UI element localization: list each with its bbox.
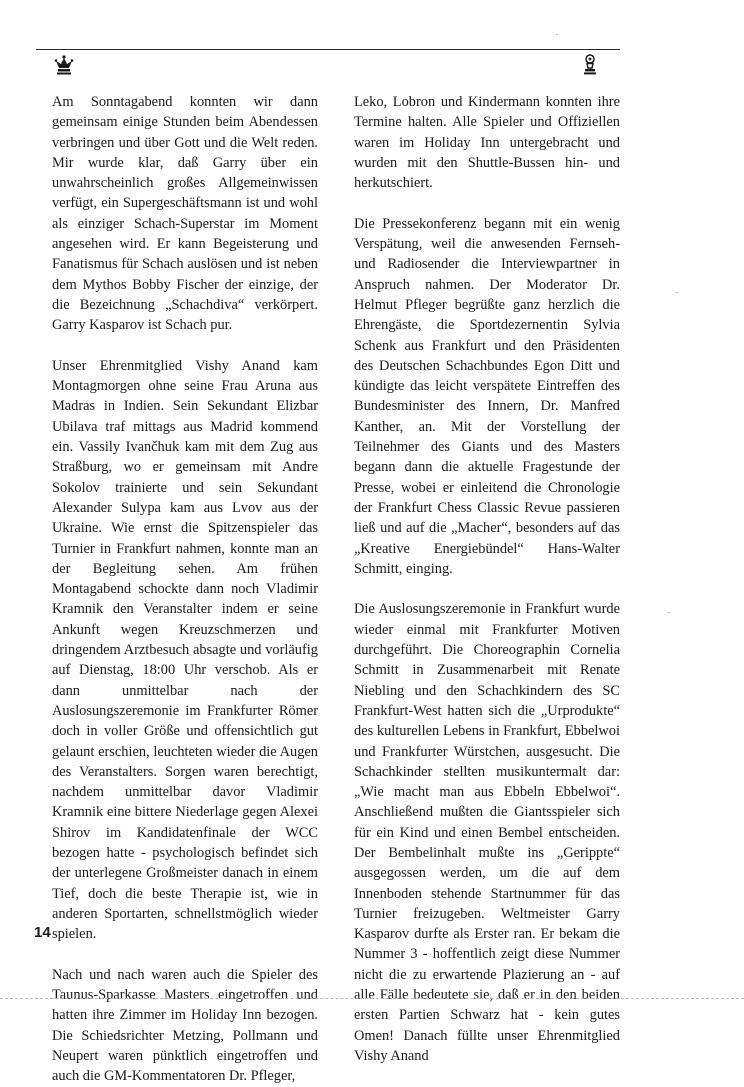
paragraph: Die Pressekonferenz begann mit ein wenig Verspätung, weil die anwesenden Fernseh- und Radiosender die Interviewpartner in Anspruch nahmen. Der Moderator Dr. Helmut Pfleger begrüßte ganz herzlich die Ehrengäste, die Sportdezernentin Sylvia Schenk aus Frankfurt und den Präsidenten des Deutschen Schachbundes Egon Ditt und kündigte das leicht verspätete Eintreffen des Bundesminister des Innern, Dr. Manfred Kanther, an. Mit der Vorstellung der Teilnehmer des Giants und des Masters begann dann die aktuelle Fragestunde der Presse, wobei er einleitend die Chronologie der Frankfurt Chess Classic Revue passieren ließ und auf die „Macher“, besonders auf das „Kreative Energiebündel“ Hans-Walter Schmitt, einging. <box>354 215 620 577</box>
right-column <box>354 92 620 1066</box>
header-rule <box>36 49 620 50</box>
paragraph: Nach und nach waren auch die Spieler des Taunus-Sparkasse Masters eingetroffen und hatten ihre Zimmer im Holiday Inn bezogen. Die Schiedsrichter Metzing, Pollmann und Neupert waren pünktlich eingetroffen und auch die GM-Kommentatoren Dr. Pfleger, <box>52 966 318 1085</box>
scan-speck <box>668 612 670 613</box>
footer-rule <box>0 998 744 999</box>
scan-speck <box>556 34 558 35</box>
scan-speck <box>676 292 678 293</box>
paragraph: Leko, Lobron und Kindermann konnten ihre Termine halten. Alle Spieler und Offiziellen waren im Holiday Inn untergebracht und wurden mit den Shuttle-Bussen hin- und herkutschiert. <box>354 94 620 192</box>
page-number: 14 <box>34 924 51 941</box>
left-column <box>52 92 318 1087</box>
paragraph: Die Auslosungszeremonie in Frankfurt wurde wieder einmal mit Frankfurter Motiven durchgeführt. Die Choreographin Cornelia Schmitt in Zusammenarbeit mit Renate Niebling und den Schachkindern des SC Frankfurt-West hatten sich die „Urprodukte“ des kulturellen Lebens in Frankfurt, Ebbelwoi und Frankfurter Würstchen, ausgesucht. Die Schachkinder stellten musikuntermalt dar: „Wie macht man aus Ebbeln Ebbelwoi“. Anschließend mußten die Giantsspieler sich für ein Kind und einen Bembel entscheiden. Der Bembelinhalt mußte ins „Gerippte“ ausgegossen werden, um die auf dem Innenboden stehende Startnummer für das Turnier freizugeben. Weltmeister Garry Kasparov durfte als Erster ran. Er bekam die Nummer 3 - hoffentlich zeigt diese Nummer nicht die zu erwartende Plazierung an - auf alle Fälle bedeutete sie, daß er in den beiden ersten Partien Schwarz hat - kein gutes Omen! Danach füllte unser Ehrenmitglied Vishy Anand <box>354 601 620 1064</box>
chess-king-icon <box>52 52 76 76</box>
paragraph: Am Sonntagabend konnten wir dann gemeinsam einige Stunden beim Abendessen verbringen und über Gott und die Welt reden. Mir wurde klar, daß Garry über ein unwahrscheinlich großes Allgemeinwissen verfügt, ein Supergeschäftsmann ist und wohl als einziger Schach-Superstar im Moment angesehen wird. Er kann Begeisterung und Fanatismus für Schach auslösen und ist neben dem Mythos Bobby Fischer der einzige, der die Bezeichnung „Schachdiva“ verkörpert. Garry Kasparov ist Schach pur. <box>52 94 318 334</box>
paragraph: Unser Ehrenmitglied Vishy Anand kam Montagmorgen ohne seine Frau Aruna aus Madras in Indien. Sein Sekundant Elizbar Ubilava traf mittags aus Madrid kommend ein. Vassily Ivančhuk kam mit dem Zug aus Straßburg, wo er gemeinsam mit Andre Sokolov trainierte und sein Sekundant Alexander Sulypa kam aus Lvov aus der Ukraine. Wie ernst die Spitzenspieler das Turnier in Frankfurt nahmen, konnte man an der Begleitung sehen. Am frühen Montagabend schockte dann noch Vladimir Kramnik den Veranstalter indem er seine Ankunft wegen Kreuzschmerzen und dringendem Arztbesuch absagte und vorläufig auf Dienstag, 18:00 Uhr verschob. Als er dann unmittelbar nach der Auslosungszeremonie im Frankfurter Römer doch in voller Größe und offensichtlich gut gelaunt erschien, leuchteten wieder die Augen des Veranstalters. Sorgen waren berechtigt, nachdem unmittelbar davor Vladimir Kramnik eine bittere Niederlage gegen Alexei Shirov im Kandidatenfinale der WCC bezogen hatte - psychologisch befindet sich der unterlegene Großmeister danach in einem Tief, doch die beste Therapie ist, wie in anderen Sportarten, schnellstmöglich wieder spielen. <box>52 357 318 943</box>
chess-pawn-icon <box>578 52 602 76</box>
